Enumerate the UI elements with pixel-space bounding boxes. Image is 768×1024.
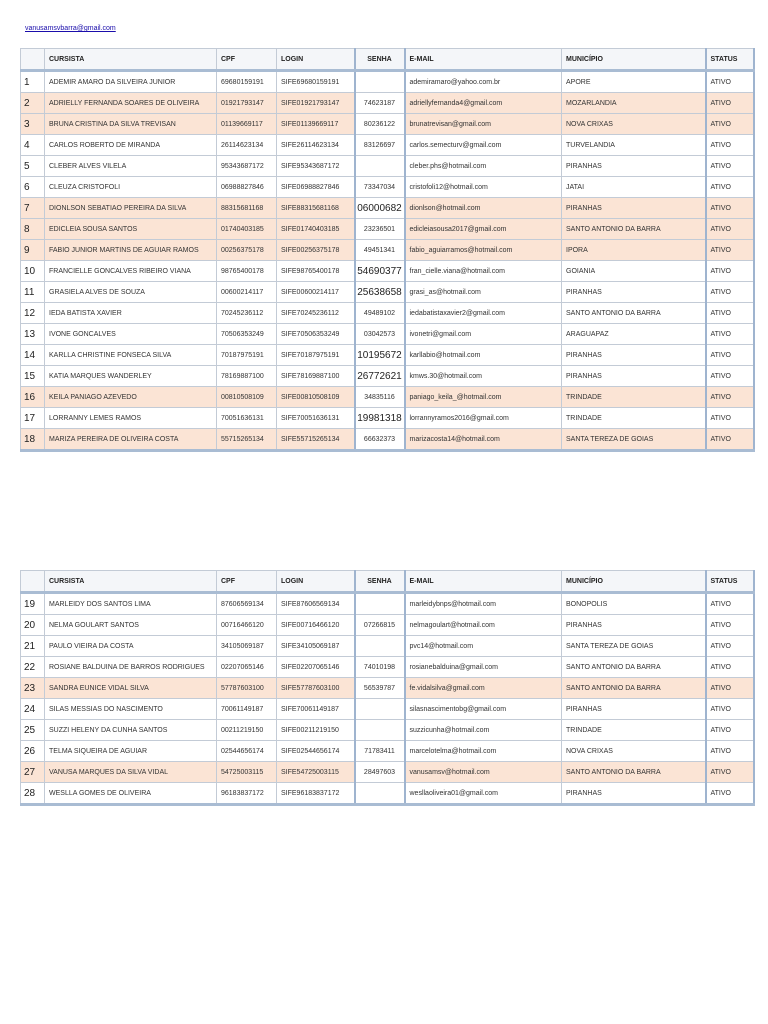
cpf-cell: 55715265134 xyxy=(217,429,277,451)
cpf-cell: 00716466120 xyxy=(217,615,277,636)
row-number: 25 xyxy=(21,720,45,741)
login-cell: SIFE98765400178 xyxy=(277,261,355,282)
status-cell: ATIVO xyxy=(706,282,754,303)
senha-cell xyxy=(355,156,405,177)
row-number: 17 xyxy=(21,408,45,429)
cpf-cell: 70187975191 xyxy=(217,345,277,366)
table-row xyxy=(21,71,754,93)
municipio-cell: SANTO ANTONIO DA BARRA xyxy=(562,303,706,324)
cursista-cell: SUZZI HELENY DA CUNHA SANTOS xyxy=(45,720,217,741)
table-row xyxy=(21,636,754,657)
login-cell: SIFE00600214117 xyxy=(277,282,355,303)
table-row xyxy=(21,741,754,762)
cpf-cell: 69680159191 xyxy=(217,71,277,93)
table-row xyxy=(21,303,754,324)
status-cell: ATIVO xyxy=(706,699,754,720)
municipio-cell: PIRANHAS xyxy=(562,156,706,177)
senha-cell xyxy=(355,720,405,741)
header-senha: SENHA xyxy=(355,49,405,71)
students-table-2 xyxy=(20,570,755,806)
status-cell: ATIVO xyxy=(706,636,754,657)
header-login: LOGIN xyxy=(277,49,355,71)
senha-cell: 74010198 xyxy=(355,657,405,678)
cpf-cell: 01740403185 xyxy=(217,219,277,240)
municipio-cell: APORE xyxy=(562,71,706,93)
header-cursista: CURSISTA xyxy=(45,49,217,71)
senha-cell: 74623187 xyxy=(355,93,405,114)
login-cell: SIFE54725003115 xyxy=(277,762,355,783)
cpf-cell: 01921793147 xyxy=(217,93,277,114)
cpf-cell: 70051636131 xyxy=(217,408,277,429)
status-cell: ATIVO xyxy=(706,678,754,699)
cpf-cell: 00256375178 xyxy=(217,240,277,261)
row-number: 9 xyxy=(21,240,45,261)
status-cell: ATIVO xyxy=(706,219,754,240)
senha-cell: 49451341 xyxy=(355,240,405,261)
senha-cell: 80236122 xyxy=(355,114,405,135)
table-row xyxy=(21,282,754,303)
cpf-cell: 26114623134 xyxy=(217,135,277,156)
login-cell: SIFE00810508109 xyxy=(277,387,355,408)
cpf-cell: 98765400178 xyxy=(217,261,277,282)
table-row xyxy=(21,177,754,198)
email-cell: cristofoli12@hotmail.com xyxy=(405,177,562,198)
row-number: 1 xyxy=(21,71,45,93)
header-cpf: CPF xyxy=(217,49,277,71)
cursista-cell: IVONE GONCALVES xyxy=(45,324,217,345)
municipio-cell: PIRANHAS xyxy=(562,783,706,805)
header-status: STATUS xyxy=(706,49,754,71)
cursista-cell: SILAS MESSIAS DO NASCIMENTO xyxy=(45,699,217,720)
contact-email-link[interactable]: vanusamsvbarra@gmail.com xyxy=(25,25,116,32)
status-cell: ATIVO xyxy=(706,71,754,93)
senha-cell xyxy=(355,593,405,615)
municipio-cell: MOZARLANDIA xyxy=(562,93,706,114)
status-cell: ATIVO xyxy=(706,261,754,282)
header-login: LOGIN xyxy=(277,571,355,593)
municipio-cell: TRINDADE xyxy=(562,720,706,741)
students-table-1 xyxy=(20,48,755,452)
municipio-cell: TURVELANDIA xyxy=(562,135,706,156)
status-cell: ATIVO xyxy=(706,135,754,156)
senha-cell xyxy=(355,636,405,657)
email-cell: wesllaoliveira01@gmail.com xyxy=(405,783,562,805)
cursista-cell: KARLLA CHRISTINE FONSECA SILVA xyxy=(45,345,217,366)
email-cell: marcelotelma@hotmail.com xyxy=(405,741,562,762)
table-row xyxy=(21,429,754,451)
row-number: 4 xyxy=(21,135,45,156)
cpf-cell: 96183837172 xyxy=(217,783,277,805)
email-cell: cleber.phs@hotmail.com xyxy=(405,156,562,177)
email-cell: rosianebalduina@gmail.com xyxy=(405,657,562,678)
table-2-body xyxy=(21,593,754,805)
senha-cell xyxy=(355,699,405,720)
senha-cell: 06000682 xyxy=(355,198,405,219)
email-cell: suzzicunha@hotmail.com xyxy=(405,720,562,741)
cursista-cell: KATIA MARQUES WANDERLEY xyxy=(45,366,217,387)
municipio-cell: ARAGUAPAZ xyxy=(562,324,706,345)
email-cell: brunatrevisan@gmail.com xyxy=(405,114,562,135)
municipio-cell: PIRANHAS xyxy=(562,366,706,387)
cursista-cell: CLEBER ALVES VILELA xyxy=(45,156,217,177)
senha-cell: 25638658 xyxy=(355,282,405,303)
cpf-cell: 87606569134 xyxy=(217,593,277,615)
header-cpf: CPF xyxy=(217,571,277,593)
status-cell: ATIVO xyxy=(706,366,754,387)
row-number: 21 xyxy=(21,636,45,657)
senha-cell: 03042573 xyxy=(355,324,405,345)
login-cell: SIFE70187975191 xyxy=(277,345,355,366)
table-row xyxy=(21,219,754,240)
login-cell: SIFE01139669117 xyxy=(277,114,355,135)
cpf-cell: 70061149187 xyxy=(217,699,277,720)
status-cell: ATIVO xyxy=(706,177,754,198)
email-cell: silasnascimentobg@gmail.com xyxy=(405,699,562,720)
senha-cell: 83126697 xyxy=(355,135,405,156)
row-number: 11 xyxy=(21,282,45,303)
municipio-cell: SANTO ANTONIO DA BARRA xyxy=(562,657,706,678)
login-cell: SIFE88315681168 xyxy=(277,198,355,219)
senha-cell: 73347034 xyxy=(355,177,405,198)
municipio-cell: SANTO ANTONIO DA BARRA xyxy=(562,762,706,783)
cursista-cell: ADRIELLY FERNANDA SOARES DE OLIVEIRA xyxy=(45,93,217,114)
municipio-cell: PIRANHAS xyxy=(562,615,706,636)
senha-cell xyxy=(355,71,405,93)
header-email: E-MAIL xyxy=(405,49,562,71)
municipio-cell: TRINDADE xyxy=(562,387,706,408)
municipio-cell: NOVA CRIXAS xyxy=(562,741,706,762)
status-cell: ATIVO xyxy=(706,324,754,345)
row-number: 19 xyxy=(21,593,45,615)
login-cell: SIFE06988827846 xyxy=(277,177,355,198)
municipio-cell: NOVA CRIXAS xyxy=(562,114,706,135)
login-cell: SIFE70506353249 xyxy=(277,324,355,345)
row-number: 8 xyxy=(21,219,45,240)
municipio-cell: PIRANHAS xyxy=(562,198,706,219)
status-cell: ATIVO xyxy=(706,741,754,762)
email-cell: karllabio@hotmail.com xyxy=(405,345,562,366)
row-number: 23 xyxy=(21,678,45,699)
email-cell: iedabatistaxavier2@gmail.com xyxy=(405,303,562,324)
email-cell: ademiramaro@yahoo.com.br xyxy=(405,71,562,93)
row-number: 3 xyxy=(21,114,45,135)
cpf-cell: 00810508109 xyxy=(217,387,277,408)
table-row xyxy=(21,114,754,135)
table-row xyxy=(21,720,754,741)
email-cell: fran_cielle.viana@hotmail.com xyxy=(405,261,562,282)
row-number: 6 xyxy=(21,177,45,198)
login-cell: SIFE70061149187 xyxy=(277,699,355,720)
table-row xyxy=(21,345,754,366)
cursista-cell: LORRANNY LEMES RAMOS xyxy=(45,408,217,429)
cursista-cell: BRUNA CRISTINA DA SILVA TREVISAN xyxy=(45,114,217,135)
status-cell: ATIVO xyxy=(706,429,754,451)
table-header-row xyxy=(21,49,754,71)
row-number: 26 xyxy=(21,741,45,762)
status-cell: ATIVO xyxy=(706,303,754,324)
cursista-cell: IEDA BATISTA XAVIER xyxy=(45,303,217,324)
municipio-cell: SANTA TEREZA DE GOIAS xyxy=(562,429,706,451)
email-cell: kmws.30@hotmail.com xyxy=(405,366,562,387)
email-cell: ivonetri@gmail.com xyxy=(405,324,562,345)
status-cell: ATIVO xyxy=(706,615,754,636)
email-cell: marizacosta14@hotmail.com xyxy=(405,429,562,451)
cpf-cell: 54725003115 xyxy=(217,762,277,783)
table-row xyxy=(21,615,754,636)
table-row xyxy=(21,261,754,282)
login-cell: SIFE70051636131 xyxy=(277,408,355,429)
status-cell: ATIVO xyxy=(706,593,754,615)
table-row xyxy=(21,657,754,678)
municipio-cell: BONOPOLIS xyxy=(562,593,706,615)
header-senha: SENHA xyxy=(355,571,405,593)
status-cell: ATIVO xyxy=(706,114,754,135)
senha-cell: 71783411 xyxy=(355,741,405,762)
email-cell: fe.vidalsilva@gmail.com xyxy=(405,678,562,699)
senha-cell: 10195672 xyxy=(355,345,405,366)
status-cell: ATIVO xyxy=(706,93,754,114)
cpf-cell: 00600214117 xyxy=(217,282,277,303)
login-cell: SIFE57787603100 xyxy=(277,678,355,699)
cursista-cell: TELMA SIQUEIRA DE AGUIAR xyxy=(45,741,217,762)
row-number: 2 xyxy=(21,93,45,114)
cursista-cell: NELMA GOULART SANTOS xyxy=(45,615,217,636)
login-cell: SIFE78169887100 xyxy=(277,366,355,387)
row-number: 16 xyxy=(21,387,45,408)
status-cell: ATIVO xyxy=(706,720,754,741)
senha-cell: 07266815 xyxy=(355,615,405,636)
header-municipio: MUNICÍPIO xyxy=(562,571,706,593)
status-cell: ATIVO xyxy=(706,345,754,366)
login-cell: SIFE00256375178 xyxy=(277,240,355,261)
status-cell: ATIVO xyxy=(706,387,754,408)
cursista-cell: EDICLEIA SOUSA SANTOS xyxy=(45,219,217,240)
table-row xyxy=(21,366,754,387)
municipio-cell: SANTA TEREZA DE GOIAS xyxy=(562,636,706,657)
cursista-cell: SANDRA EUNICE VIDAL SILVA xyxy=(45,678,217,699)
row-number: 27 xyxy=(21,762,45,783)
table-1-body xyxy=(21,71,754,451)
cursista-cell: ADEMIR AMARO DA SILVEIRA JUNIOR xyxy=(45,71,217,93)
row-number: 24 xyxy=(21,699,45,720)
table-row xyxy=(21,783,754,805)
cursista-cell: CLEUZA CRISTOFOLI xyxy=(45,177,217,198)
senha-cell: 54690377 xyxy=(355,261,405,282)
table-row xyxy=(21,678,754,699)
cpf-cell: 00211219150 xyxy=(217,720,277,741)
cursista-cell: KEILA PANIAGO AZEVEDO xyxy=(45,387,217,408)
table-row xyxy=(21,93,754,114)
senha-cell: 56539787 xyxy=(355,678,405,699)
email-cell: pvc14@hotmail.com xyxy=(405,636,562,657)
header-cursista: CURSISTA xyxy=(45,571,217,593)
header-municipio: MUNICÍPIO xyxy=(562,49,706,71)
cpf-cell: 88315681168 xyxy=(217,198,277,219)
login-cell: SIFE01740403185 xyxy=(277,219,355,240)
cursista-cell: ROSIANE BALDUINA DE BARROS RODRIGUES xyxy=(45,657,217,678)
row-number: 22 xyxy=(21,657,45,678)
cursista-cell: WESLLA GOMES DE OLIVEIRA xyxy=(45,783,217,805)
email-cell: grasi_as@hotmail.com xyxy=(405,282,562,303)
row-number: 15 xyxy=(21,366,45,387)
row-number: 18 xyxy=(21,429,45,451)
status-cell: ATIVO xyxy=(706,762,754,783)
email-cell: fabio_aguiarramos@hotmail.com xyxy=(405,240,562,261)
senha-cell: 49489102 xyxy=(355,303,405,324)
cpf-cell: 78169887100 xyxy=(217,366,277,387)
municipio-cell: IPORA xyxy=(562,240,706,261)
cpf-cell: 34105069187 xyxy=(217,636,277,657)
email-cell: adriellyfernanda4@gmail.com xyxy=(405,93,562,114)
row-number: 28 xyxy=(21,783,45,805)
login-cell: SIFE02544656174 xyxy=(277,741,355,762)
login-cell: SIFE02207065146 xyxy=(277,657,355,678)
login-cell: SIFE26114623134 xyxy=(277,135,355,156)
municipio-cell: PIRANHAS xyxy=(562,699,706,720)
login-cell: SIFE55715265134 xyxy=(277,429,355,451)
municipio-cell: PIRANHAS xyxy=(562,345,706,366)
row-number: 10 xyxy=(21,261,45,282)
table-row xyxy=(21,699,754,720)
status-cell: ATIVO xyxy=(706,240,754,261)
email-cell: marleidybnps@hotmail.com xyxy=(405,593,562,615)
login-cell: SIFE70245236112 xyxy=(277,303,355,324)
row-number: 14 xyxy=(21,345,45,366)
header-number xyxy=(21,49,45,71)
cursista-cell: CARLOS ROBERTO DE MIRANDA xyxy=(45,135,217,156)
cpf-cell: 57787603100 xyxy=(217,678,277,699)
cpf-cell: 70506353249 xyxy=(217,324,277,345)
cursista-cell: FABIO JUNIOR MARTINS DE AGUIAR RAMOS xyxy=(45,240,217,261)
email-cell: carlos.semecturv@gmail.com xyxy=(405,135,562,156)
login-cell: SIFE95343687172 xyxy=(277,156,355,177)
cpf-cell: 01139669117 xyxy=(217,114,277,135)
header-email: E-MAIL xyxy=(405,571,562,593)
municipio-cell: JATAI xyxy=(562,177,706,198)
table-row xyxy=(21,156,754,177)
login-cell: SIFE96183837172 xyxy=(277,783,355,805)
municipio-cell: PIRANHAS xyxy=(562,282,706,303)
cursista-cell: VANUSA MARQUES DA SILVA VIDAL xyxy=(45,762,217,783)
cpf-cell: 06988827846 xyxy=(217,177,277,198)
municipio-cell: TRINDADE xyxy=(562,408,706,429)
email-cell: nelmagoulart@hotmail.com xyxy=(405,615,562,636)
header-status: STATUS xyxy=(706,571,754,593)
status-cell: ATIVO xyxy=(706,198,754,219)
table-row xyxy=(21,324,754,345)
cpf-cell: 02544656174 xyxy=(217,741,277,762)
table-header-row xyxy=(21,571,754,593)
login-cell: SIFE69680159191 xyxy=(277,71,355,93)
login-cell: SIFE00716466120 xyxy=(277,615,355,636)
status-cell: ATIVO xyxy=(706,408,754,429)
municipio-cell: GOIANIA xyxy=(562,261,706,282)
status-cell: ATIVO xyxy=(706,783,754,805)
email-cell: edicleiasousa2017@gmail.com xyxy=(405,219,562,240)
senha-cell: 66632373 xyxy=(355,429,405,451)
cursista-cell: PAULO VIEIRA DA COSTA xyxy=(45,636,217,657)
cpf-cell: 70245236112 xyxy=(217,303,277,324)
senha-cell: 26772621 xyxy=(355,366,405,387)
status-cell: ATIVO xyxy=(706,657,754,678)
table-row xyxy=(21,387,754,408)
row-number: 7 xyxy=(21,198,45,219)
email-cell: vanusamsv@hotmail.com xyxy=(405,762,562,783)
cursista-cell: MARIZA PEREIRA DE OLIVEIRA COSTA xyxy=(45,429,217,451)
email-cell: lorrannyramos2016@gmail.com xyxy=(405,408,562,429)
table-row xyxy=(21,762,754,783)
cursista-cell: GRASIELA ALVES DE SOUZA xyxy=(45,282,217,303)
cursista-cell: FRANCIELLE GONCALVES RIBEIRO VIANA xyxy=(45,261,217,282)
status-cell: ATIVO xyxy=(706,156,754,177)
municipio-cell: SANTO ANTONIO DA BARRA xyxy=(562,219,706,240)
senha-cell: 28497603 xyxy=(355,762,405,783)
senha-cell: 34835116 xyxy=(355,387,405,408)
header-number xyxy=(21,571,45,593)
senha-cell: 19981318 xyxy=(355,408,405,429)
row-number: 20 xyxy=(21,615,45,636)
senha-cell xyxy=(355,783,405,805)
login-cell: SIFE87606569134 xyxy=(277,593,355,615)
login-cell: SIFE34105069187 xyxy=(277,636,355,657)
email-cell: dionlson@hotmail.com xyxy=(405,198,562,219)
cpf-cell: 02207065146 xyxy=(217,657,277,678)
table-row xyxy=(21,240,754,261)
login-cell: SIFE01921793147 xyxy=(277,93,355,114)
row-number: 5 xyxy=(21,156,45,177)
table-row xyxy=(21,135,754,156)
email-cell: paniago_keila_@hotmail.com xyxy=(405,387,562,408)
row-number: 12 xyxy=(21,303,45,324)
table-row xyxy=(21,198,754,219)
cursista-cell: MARLEIDY DOS SANTOS LIMA xyxy=(45,593,217,615)
senha-cell: 23236501 xyxy=(355,219,405,240)
table-row xyxy=(21,408,754,429)
cpf-cell: 95343687172 xyxy=(217,156,277,177)
table-row xyxy=(21,593,754,615)
cursista-cell: DIONLSON SEBATIAO PEREIRA DA SILVA xyxy=(45,198,217,219)
login-cell: SIFE00211219150 xyxy=(277,720,355,741)
row-number: 13 xyxy=(21,324,45,345)
municipio-cell: SANTO ANTONIO DA BARRA xyxy=(562,678,706,699)
